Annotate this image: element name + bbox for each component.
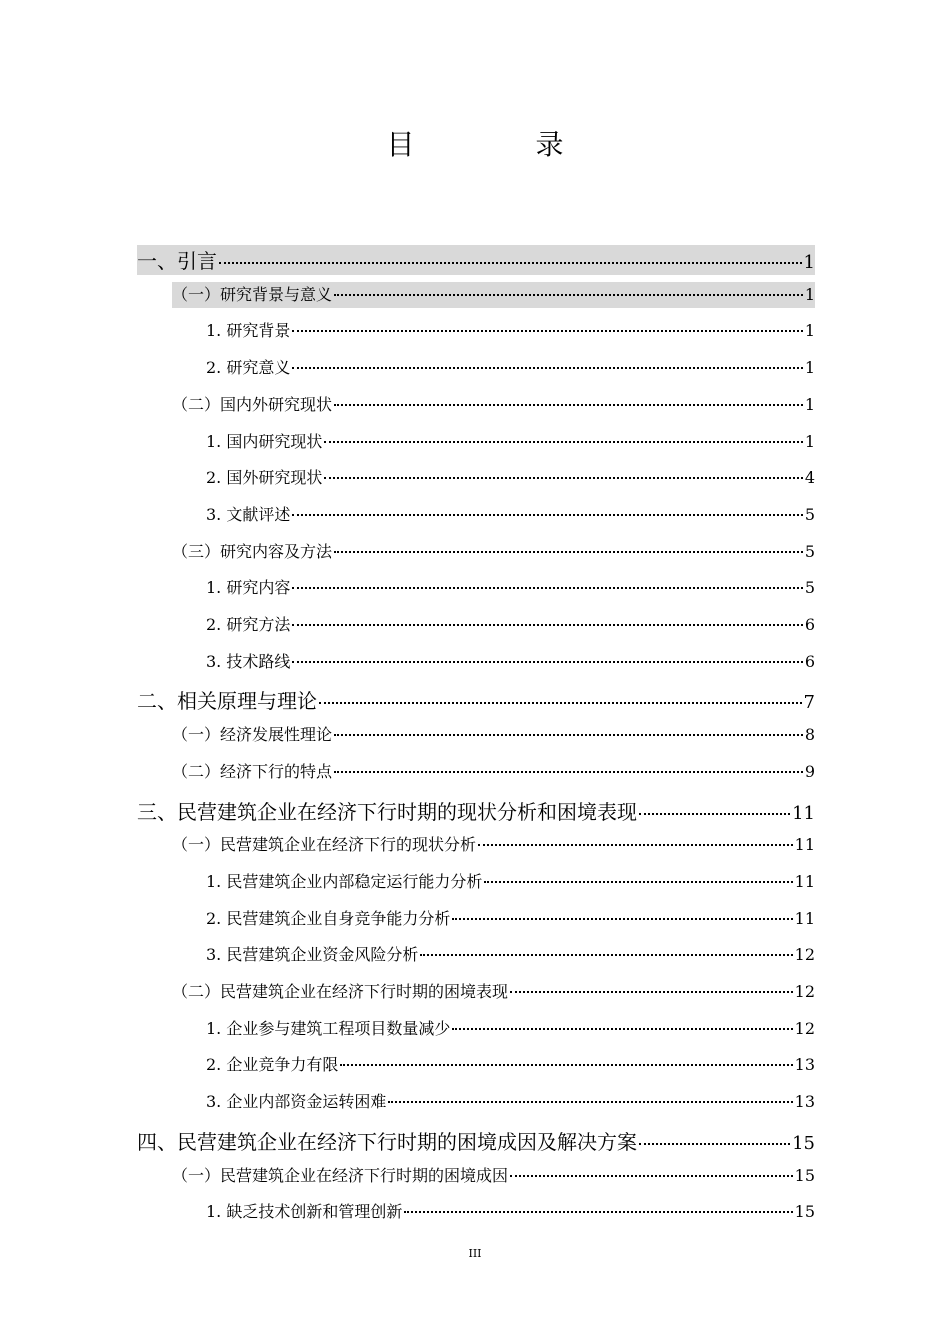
toc-entry-page: 13: [794, 1055, 815, 1075]
toc-entry-label: （一）经济发展性理论: [172, 725, 333, 745]
toc-entry-page: 13: [794, 1092, 815, 1112]
toc-entry-label: 二、相关原理与理论: [137, 689, 317, 714]
dot-leader: [639, 813, 790, 815]
toc-entry[interactable]: [172, 392, 815, 418]
toc-entry[interactable]: [206, 355, 815, 381]
toc-entry-page: 1: [804, 358, 815, 378]
toc-entry[interactable]: [206, 318, 815, 344]
toc-entry[interactable]: [172, 759, 815, 785]
toc-entry-page: 12: [794, 982, 815, 1001]
toc-entry[interactable]: [206, 1016, 815, 1042]
dot-leader: [452, 918, 792, 920]
dot-leader: [292, 661, 802, 663]
toc-entry[interactable]: [206, 649, 815, 675]
toc-entry-label: （二）经济下行的特点: [172, 761, 333, 781]
toc-entry-page: 7: [803, 692, 815, 714]
toc-entry[interactable]: [206, 1199, 815, 1225]
page-title: 目 录: [386, 128, 620, 161]
toc-entry-page: 1: [804, 394, 815, 414]
dot-leader: [388, 1101, 792, 1103]
dot-leader: [292, 624, 802, 626]
toc-entry-page: 1: [804, 431, 815, 451]
toc-entry-label: 3. 民营建筑企业资金风险分析: [206, 945, 419, 965]
toc-entry-label: 2. 研究意义: [206, 358, 291, 378]
toc-entry[interactable]: [206, 575, 815, 601]
toc-entry-page: 5: [804, 578, 815, 598]
toc-entry[interactable]: [172, 539, 815, 565]
dot-leader: [334, 294, 803, 296]
dot-leader: [639, 1143, 790, 1145]
dot-leader: [292, 367, 802, 369]
toc-entry-page: 1: [804, 284, 815, 304]
toc-entry-page: 6: [804, 651, 815, 671]
toc-entry-label: 1. 研究背景: [206, 321, 291, 341]
dot-leader: [334, 551, 803, 553]
toc-entry-page: 11: [792, 802, 815, 824]
toc-entry-page: 11: [794, 908, 815, 928]
toc-entry-label: 2. 国外研究现状: [206, 468, 323, 488]
toc-entry[interactable]: [137, 245, 815, 275]
dot-leader: [292, 587, 802, 589]
toc-entry-label: 3. 文献评述: [206, 504, 291, 524]
toc-entry-label: （二）民营建筑企业在经济下行时期的困境表现: [172, 982, 509, 1001]
toc-entry-page: 4: [804, 468, 815, 488]
toc-entry-label: （三）研究内容及方法: [172, 541, 333, 561]
dot-leader: [219, 262, 802, 264]
toc-entry[interactable]: [172, 979, 815, 1005]
toc-entry-page: 11: [794, 835, 815, 855]
toc-entry[interactable]: [137, 796, 815, 826]
toc-entry-page: 15: [792, 1132, 815, 1154]
toc-entry-label: 三、民营建筑企业在经济下行时期的现状分析和困境表现: [137, 799, 637, 824]
toc-entry[interactable]: [206, 429, 815, 455]
toc-entry[interactable]: [206, 612, 815, 638]
toc-entry[interactable]: [206, 502, 815, 528]
toc-entry-label: 1. 缺乏技术创新和管理创新: [206, 1202, 403, 1222]
toc-entry-page: 6: [804, 615, 815, 634]
toc-entry-page: 8: [804, 725, 815, 745]
toc-entry[interactable]: [137, 1126, 815, 1156]
toc-entry-page: 5: [804, 541, 815, 561]
toc-entry-page: 12: [794, 945, 815, 965]
toc-entry-label: 四、民营建筑企业在经济下行时期的困境成因及解决方案: [137, 1129, 637, 1154]
toc-entry[interactable]: [172, 832, 815, 858]
toc-entry-page: 1: [804, 321, 815, 341]
toc-entry[interactable]: [172, 282, 815, 308]
toc-entry-page: 15: [794, 1202, 815, 1222]
dot-leader: [319, 702, 802, 704]
dot-leader: [510, 991, 793, 993]
toc-entry-label: （一）民营建筑企业在经济下行的现状分析: [172, 835, 477, 855]
toc-entry[interactable]: [206, 942, 815, 968]
dot-leader: [292, 330, 802, 332]
toc-entry-label: （二）国内外研究现状: [172, 394, 333, 414]
toc-entry[interactable]: [172, 1163, 815, 1189]
toc-entry-page: 15: [794, 1165, 815, 1185]
toc-entry-label: 一、引言: [137, 249, 217, 273]
dot-leader: [484, 881, 792, 883]
toc-entry-page: 5: [804, 504, 815, 524]
dot-leader: [334, 734, 803, 736]
toc-entry-label: 3. 企业内部资金运转困难: [206, 1092, 387, 1112]
toc-entry-label: （一）研究背景与意义: [172, 284, 333, 304]
toc-entry[interactable]: [206, 869, 815, 895]
dot-leader: [340, 1064, 792, 1066]
dot-leader: [478, 844, 793, 846]
toc-entry[interactable]: [206, 1052, 815, 1078]
toc-entry[interactable]: [206, 465, 815, 491]
toc-entry-page: 1: [803, 252, 815, 273]
dot-leader: [292, 514, 802, 516]
page-number: III: [468, 1247, 482, 1260]
toc-entry-label: 2. 研究方法: [206, 615, 291, 634]
toc-entry-page: 11: [794, 871, 815, 891]
dot-leader: [334, 771, 803, 773]
toc-entry[interactable]: [206, 906, 815, 932]
toc-entry-label: 1. 民营建筑企业内部稳定运行能力分析: [206, 871, 483, 891]
toc-entry-label: 1. 企业参与建筑工程项目数量减少: [206, 1018, 451, 1038]
dot-leader: [324, 477, 802, 479]
toc-entry-label: 2. 企业竞争力有限: [206, 1055, 339, 1075]
dot-leader: [404, 1211, 792, 1213]
dot-leader: [324, 441, 802, 443]
toc-entry-label: 1. 国内研究现状: [206, 431, 323, 451]
dot-leader: [420, 954, 792, 956]
toc-entry-label: （一）民营建筑企业在经济下行时期的困境成因: [172, 1165, 509, 1185]
toc-entry-page: 9: [804, 761, 815, 781]
toc-entry[interactable]: [206, 1089, 815, 1115]
toc-entry[interactable]: [172, 722, 815, 748]
dot-leader: [334, 404, 803, 406]
dot-leader: [510, 1175, 793, 1177]
toc-entry[interactable]: [137, 685, 815, 715]
toc-entry-label: 3. 技术路线: [206, 651, 291, 671]
toc-entry-label: 2. 民营建筑企业自身竞争能力分析: [206, 908, 451, 928]
dot-leader: [452, 1028, 792, 1030]
toc-entry-label: 1. 研究内容: [206, 578, 291, 598]
toc-entry-page: 12: [794, 1018, 815, 1038]
